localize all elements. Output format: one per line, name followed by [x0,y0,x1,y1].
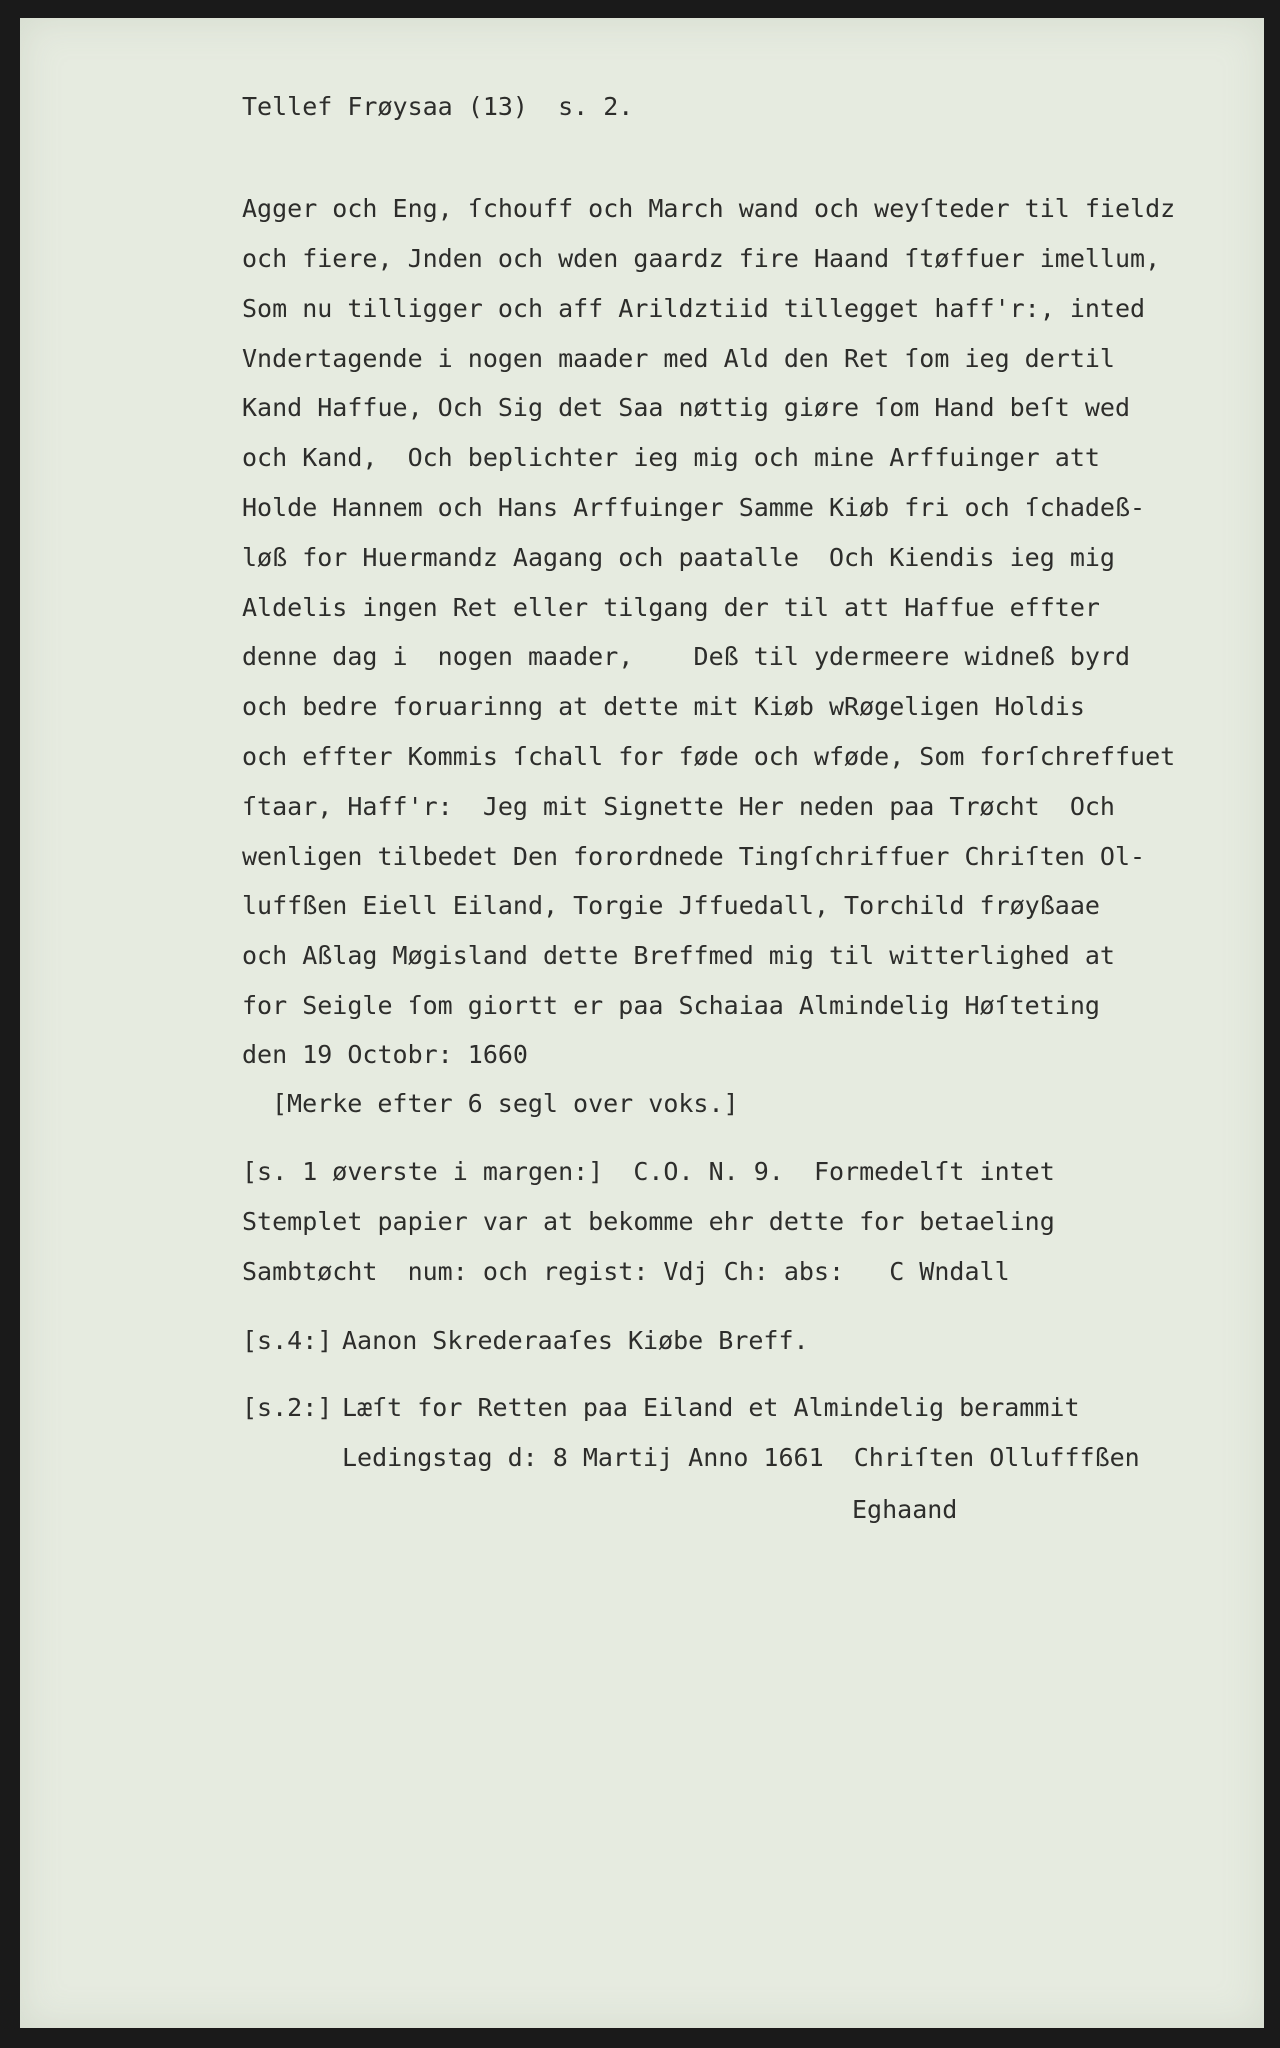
body-line: och Kand, Och beplichter ieg mig och mine Arffuinger att [242,443,1100,472]
s2-signature: Eghaand [852,1495,958,1524]
body-line: Holde Hannem och Hans Arffuinger Samme Kiøb fri och ſchadeß- [242,493,1146,522]
margin-line: [s. 1 øverste i margen:] C.O. N. 9. Formedelſt intet [242,1157,1055,1186]
document-page [20,18,1264,2028]
body-line: luffßen Eiell Eiland, Torgie Jffuedall, Torchild frøyßaae [242,891,1100,920]
s2-label: [s.2:] [242,1393,333,1422]
s4-label: [s.4:] [242,1326,333,1355]
body-line: och effter Kommis ſchall for føde och wføde, Som forſchreffuet [242,742,1176,771]
body-line: wenligen tilbedet Den forordnede Tingſchriffuer Chriſten Ol- [242,842,1146,871]
body-line: Som nu tilligger och aff Arildztiid tillegget haff'r:, inted [242,294,1146,323]
body-line: Kand Haffue, Och Sig det Saa nøttig giøre ſom Hand beſt wed [242,393,1131,422]
body-line: ſtaar, Haff'r: Jeg mit Signette Her neden paa Trøcht Och [242,792,1115,821]
margin-line: Sambtøcht num: och regist: Vdj Ch: abs: C Wndall [242,1257,1010,1286]
s2-text: Læſt for Retten paa Eiland et Almindelig berammit [342,1393,1080,1422]
body-line: løß for Huermandz Aagang och paatalle Och Kiendis ieg mig [242,543,1115,572]
body-line: Aldelis ingen Ret eller tilgang der til att Haffue effter [242,593,1100,622]
body-line: och bedre foruarinng at dette mit Kiøb wRøgeligen Holdis [242,692,1085,721]
body-line: for Seigle ſom giortt er paa Schaiaa Almindelig Høſteting [242,991,1100,1020]
s4-text: Aanon Skrederaaſes Kiøbe Breff. [342,1326,809,1355]
s2-line2: Ledingstag d: 8 Martij Anno 1661 Chriſten Ollufffßen [342,1443,1140,1472]
body-line: och Aßlag Møgisland dette Breffmed mig til witterlighed at [242,941,1115,970]
body-line: denne dag i nogen maader, Deß til ydermeere widneß byrd [242,642,1131,671]
merke-note: [Merke efter 6 segl over voks.] [272,1089,739,1118]
body-line: Vndertagende i nogen maader med Ald den Ret ſom ieg dertil [242,344,1115,373]
body-line: och fiere, Jnden och wden gaardz fire Haand ſtøffuer imellum, [242,244,1161,273]
page-header: Tellef Frøysaa (13) s. 2. [242,92,634,121]
body-line: Agger och Eng, ſchouff och March wand och weyſteder til fieldz [242,194,1176,223]
margin-line: Stemplet papier var at bekomme ehr dette for betaeling [242,1207,1055,1236]
body-line: den 19 Octobr: 1660 [242,1040,528,1069]
